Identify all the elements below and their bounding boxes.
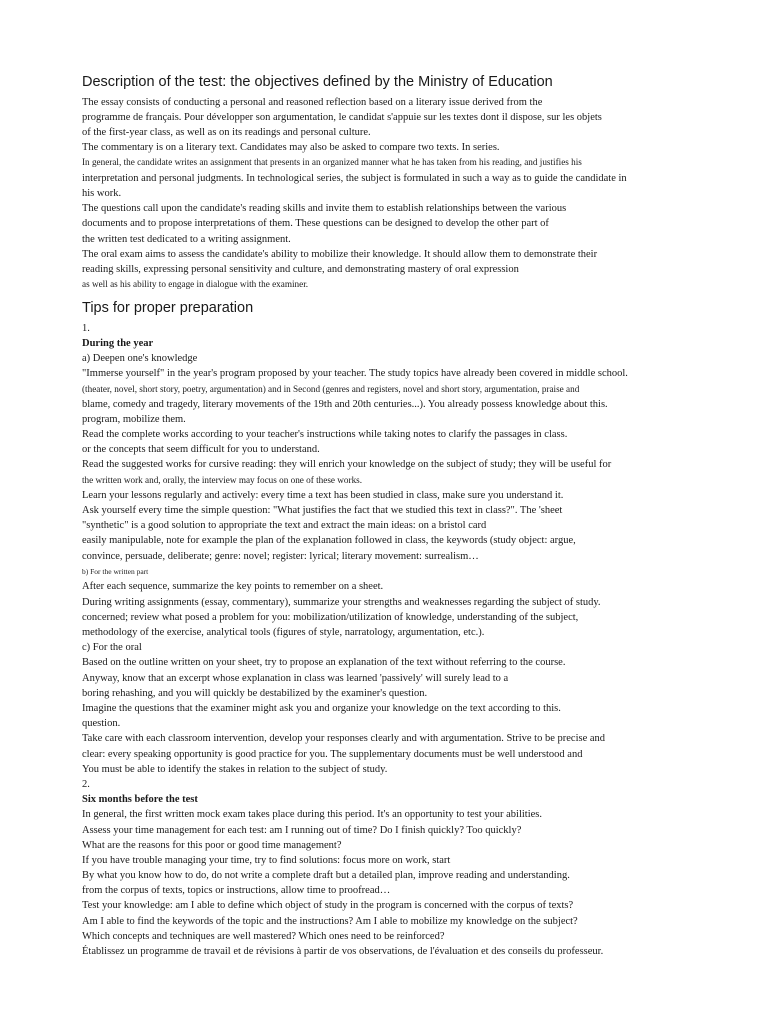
text-line: blame, comedy and tragedy, literary movements of the 19th and 20th centuries...). You already possess knowledge about this. [82,399,608,410]
text-line: from the corpus of texts, topics or instructions, allow time to proofread… [82,885,391,896]
objectives-heading: Description of the test: the objectives defined by the Ministry of Education [82,74,553,90]
text-line: What are the reasons for this poor or good time management? [82,840,342,851]
text-line: or the concepts that seem difficult for you to understand. [82,444,320,455]
text-line: documents and to propose interpretations of them. These questions can be designed to develop the other part of [82,218,549,229]
text-line: Imagine the questions that the examiner might ask you and organize your knowledge on the text according to this. [82,703,561,714]
text-line: The essay consists of conducting a personal and reasoned reflection based on a literary issue derived from the [82,97,543,108]
text-line: Assess your time management for each test: am I running out of time? Do I finish quickly? Too quickly? [82,825,522,836]
section-number: 2. [82,779,90,790]
text-line: Anyway, know that an excerpt whose explanation in class was learned 'passively' will surely lead to a [82,673,509,684]
text-line: his work. [82,188,122,199]
text-line: Learn your lessons regularly and actively: every time a text has been studied in class, make sure you understand it. [82,490,564,501]
text-line: programme de français. Pour développer son argumentation, le candidat s'appuie sur les textes dont il dispose, sur les objets [82,112,602,123]
text-line: The oral exam aims to assess the candidate's ability to mobilize their knowledge. It should allow them to demonstrate their [82,249,598,260]
text-line: Ask yourself every time the simple question: "What justifies the fact that we studied this text in class?". The 'sheet [82,505,563,516]
text-line: of the first-year class, as well as on its readings and personal culture. [82,127,371,138]
text-line: If you have trouble managing your time, try to find solutions: focus more on work, start [82,855,451,866]
text-line: easily manipulable, note for example the plan of the explanation followed in class, the keywords (study object: argue, [82,535,576,546]
text-line: concerned; review what posed a problem for you: mobilization/utilization of knowledge, understanding of the subject, [82,612,579,623]
text-line: In general, the candidate writes an assignment that presents in an organized manner what he has taken from his reading, and justifies his [82,157,582,167]
tips-heading: Tips for proper preparation [82,300,254,316]
text-line: You must be able to identify the stakes in relation to the subject of study. [82,764,388,775]
text-line: convince, persuade, deliberate; genre: novel; register: lyrical; literary movement: surrealism… [82,551,479,562]
text-line: methodology of the exercise, analytical tools (figures of style, narratology, argumentation, etc.). [82,627,485,638]
text-line: Which concepts and techniques are well mastered? Which ones need to be reinforced? [82,931,445,942]
text-line: "synthetic" is a good solution to appropriate the text and extract the main ideas: on a bristol card [82,520,487,531]
subsection-title: a) Deepen one's knowledge [82,353,198,364]
text-line: the written test dedicated to a writing assignment. [82,234,291,245]
text-line: boring rehashing, and you will quickly be destabilized by the examiner's question. [82,688,428,699]
subsection-title: b) For the written part [82,567,149,576]
text-line: Read the complete works according to your teacher's instructions while taking notes to clarify the passages in class. [82,429,568,440]
text-line: Am I able to find the keywords of the topic and the instructions? Am I able to mobilize my knowledge on the subject? [82,916,578,927]
text-line: Take care with each classroom intervention, develop your responses clearly and with argumentation. Strive to be precise and [82,733,606,744]
section-title: Six months before the test [82,794,198,805]
text-line: After each sequence, summarize the key points to remember on a sheet. [82,581,384,592]
text-line: as well as his ability to engage in dialogue with the examiner. [82,279,309,289]
text-line: the written work and, orally, the interview may focus on one of these works. [82,475,363,485]
text-line: During writing assignments (essay, commentary), summarize your strengths and weaknesses regarding the subject of study. [82,597,601,608]
text-line: reading skills, expressing personal sensitivity and culture, and demonstrating mastery of oral expression [82,264,519,275]
text-line: interpretation and personal judgments. In technological series, the subject is formulated in such a way as to guide the candidate in [82,173,627,184]
text-line: "Immerse yourself" in the year's program proposed by your teacher. The study topics have already been covered in middle school. [82,368,628,379]
section-title: During the year [82,338,154,349]
text-line: question. [82,718,121,729]
text-line: Test your knowledge: am I able to define which object of study in the program is concerned with the corpus of texts? [82,900,574,911]
text-line: (theater, novel, short story, poetry, argumentation) and in Second (genres and registers, novel and short story, argumentation, praise and [82,384,580,394]
text-line: By what you know how to do, do not write a complete draft but a detailed plan, improve reading and understanding. [82,870,570,881]
text-line: clear: every speaking opportunity is good practice for you. The supplementary documents must be well understood and [82,749,583,760]
text-line: Read the suggested works for cursive reading: they will enrich your knowledge on the subject of study; they will be useful for [82,459,612,470]
text-line: The questions call upon the candidate's reading skills and invite them to establish relationships between the various [82,203,567,214]
text-line: In general, the first written mock exam takes place during this period. It's an opportunity to test your abilities. [82,809,542,820]
text-line: Établissez un programme de travail et de révisions à partir de vos observations, de l'évaluation et des conseils du professeur. [82,946,604,957]
subsection-title: c) For the oral [82,642,142,653]
text-line: The commentary is on a literary text. Candidates may also be asked to compare two texts. In series. [82,142,500,153]
section-number: 1. [82,323,90,334]
text-line: Based on the outline written on your sheet, try to propose an explanation of the text without referring to the course. [82,657,566,668]
text-line: program, mobilize them. [82,414,186,425]
